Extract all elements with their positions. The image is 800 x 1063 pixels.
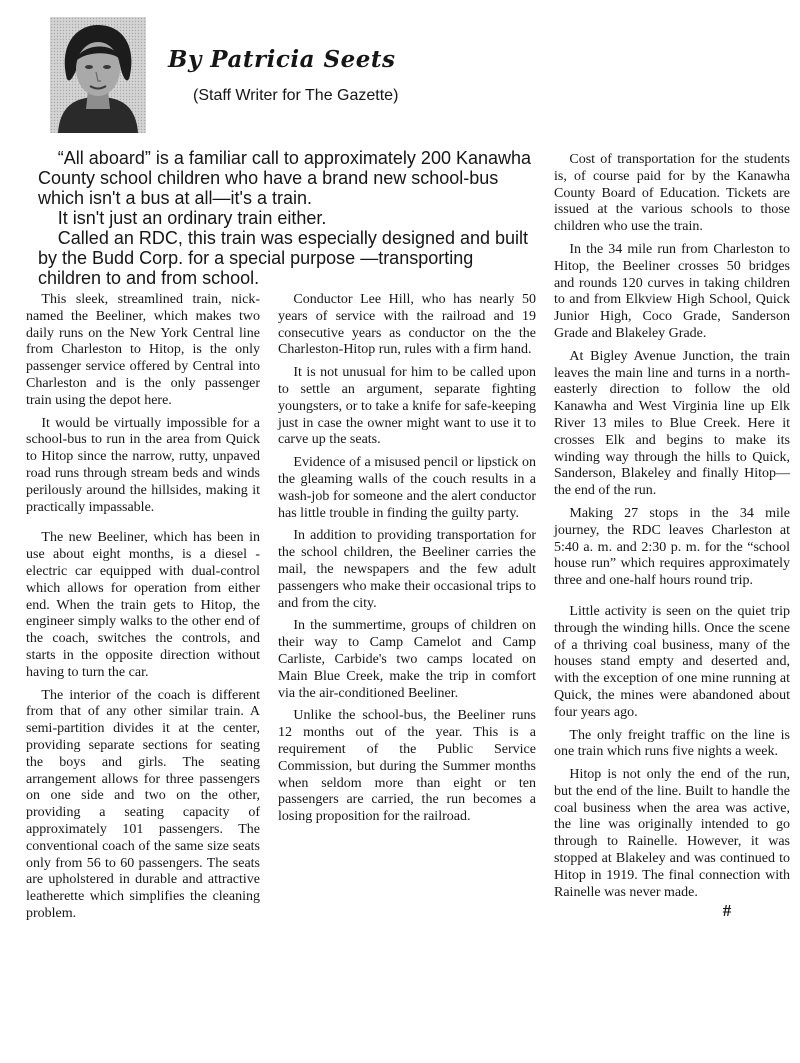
article-column-3	[554, 152, 790, 920]
paragraph: Making 27 stops in the 34 mile journey, the RDC leaves Charleston at 5:40 a. m. and 2:30 p. m. for the “school house run” which requires approximately three and one-half hours round trip.	[554, 505, 790, 589]
paragraph: At Bigley Avenue Junction, the train leaves the main line and turns in a north-easterly direction to follow the old Kanawha and West Virginia line up Elk River 13 miles to Blue Creek. Here it crosses Elk and begins to make its winding way through the hills to Quick, Sanderson, Blakeley and finally Hitop—the end of the run.	[554, 348, 790, 499]
paragraph: The only freight traffic on the line is one train which runs five nights a week.	[554, 727, 790, 760]
paragraph: In the 34 mile run from Charleston to Hitop, the Beeliner crosses 50 bridges and rounds 120 curves in taking children to and from Elkview High School, Quick Junior High, Coco Grade, Sanderson Grade and Blakeley Grade.	[554, 241, 790, 341]
paragraph: This sleek, streamlined train, nick-named the Beeliner, which makes two daily runs on the New York Central line from Charleston to Hitop, is the only passenger service offered by Central into Charleston and is the only passenger train using the depot here.	[26, 292, 260, 408]
paragraph: Cost of transportation for the students is, of course paid for by the Kanawha County Board of Education. Tickets are issued at the various schools to those children who use the train.	[554, 152, 790, 235]
paragraph: It would be virtually impossible for a school-bus to run in the area from Quick to Hitop since the narrow, rutty, unpaved road runs through stream beds and winds perilously around the hillsides, making it practically impassable.	[26, 415, 260, 515]
lead-paragraph: Called an RDC, this train was especially designed and built by the Budd Corp. for a special purpose —transporting children to and from school.	[38, 228, 529, 288]
paragraph: Conductor Lee Hill, who has nearly 50 years of service with the railroad and 19 consecutive years as conductor on the the Charleston-Hitop run, rules with a firm hand.	[278, 292, 536, 358]
byline: By Patricia Seets	[168, 46, 396, 73]
lead-paragraphs	[38, 148, 538, 288]
author-photo	[50, 17, 146, 133]
paragraph: In the summertime, groups of children on their way to Camp Camelot and Camp Carliste, Carbide's two camps located on Main Blue Creek, make the trip in comfort via the air-conditioned Beeliner.	[278, 618, 536, 701]
lead-paragraph: “All aboard” is a familiar call to approximately 200 Kanawha County school children who have a brand new school-bus which isn't a bus at all—it's a train.	[38, 148, 532, 208]
author-portrait-image	[50, 17, 146, 133]
paragraph: Evidence of a misused pencil or lipstick on the gleaming walls of the couch results in a wash-job for someone and the alert conductor has little trouble in finding the guilty party.	[278, 455, 536, 521]
paragraph: It is not unusual for him to be called upon to settle an argument, separate fighting youngsters, or to take a knife for safe-keeping just in case the owner might want to use it to carve up the seats.	[278, 365, 536, 448]
paragraph: Unlike the school-bus, the Beeliner runs 12 months out of the year. This is a requirement of the Public Service Commission, but during the Summer months when seldom more than eight or ten passengers are carried, the run becomes a losing proposition for the railroad.	[278, 708, 536, 825]
paragraph: Hitop is not only the end of the run, but the end of the line. Built to handle the coal business when the area was active, the line was originally intended to go through to Rainelle. However, it was stopped at Blakeley and was continued to Hitop in 1919. The final connection with Rainelle was never made.	[554, 767, 790, 900]
article-column-1	[26, 292, 260, 929]
end-mark: #	[722, 901, 732, 921]
paragraph: The new Beeliner, which has been in use about eight months, is a diesel - electric car equipped with dual-control which allows for operation from either end. When the train gets to Hitop, the engineer simply walks to the other end of the coach, switches the controls, and starts in the opposite direction without having to turn the car.	[26, 530, 260, 680]
lead-paragraph: It isn't just an ordinary train either.	[57, 208, 327, 228]
article-column-2	[278, 292, 536, 832]
paragraph: The interior of the coach is different from that of any other similar train. A semi-partition divides it at the center, providing separate sections for seating the boys and girls. The seating arrangement allows for three passengers on one side and two on the other, providing a seating capacity of approximately 101 passengers. The conventional coach of the same size seats only from 56 to 60 passengers. The seats are upholstered in durable and attractive leatherette which simplifies the cleaning problem.	[26, 687, 260, 921]
paragraph: Little activity is seen on the quiet trip through the winding hills. Once the scene of a thriving coal business, many of the houses stand empty and deserted and, with the exception of one mine running at Quick, the mines were abandoned about four years ago.	[554, 603, 790, 720]
staff-credit: (Staff Writer for The Gazette)	[193, 87, 399, 104]
paragraph: In addition to providing transportation for the school children, the Beeliner carries the mail, the newspapers and the few adult passengers who make their occasional trips to and from the city.	[278, 528, 536, 611]
